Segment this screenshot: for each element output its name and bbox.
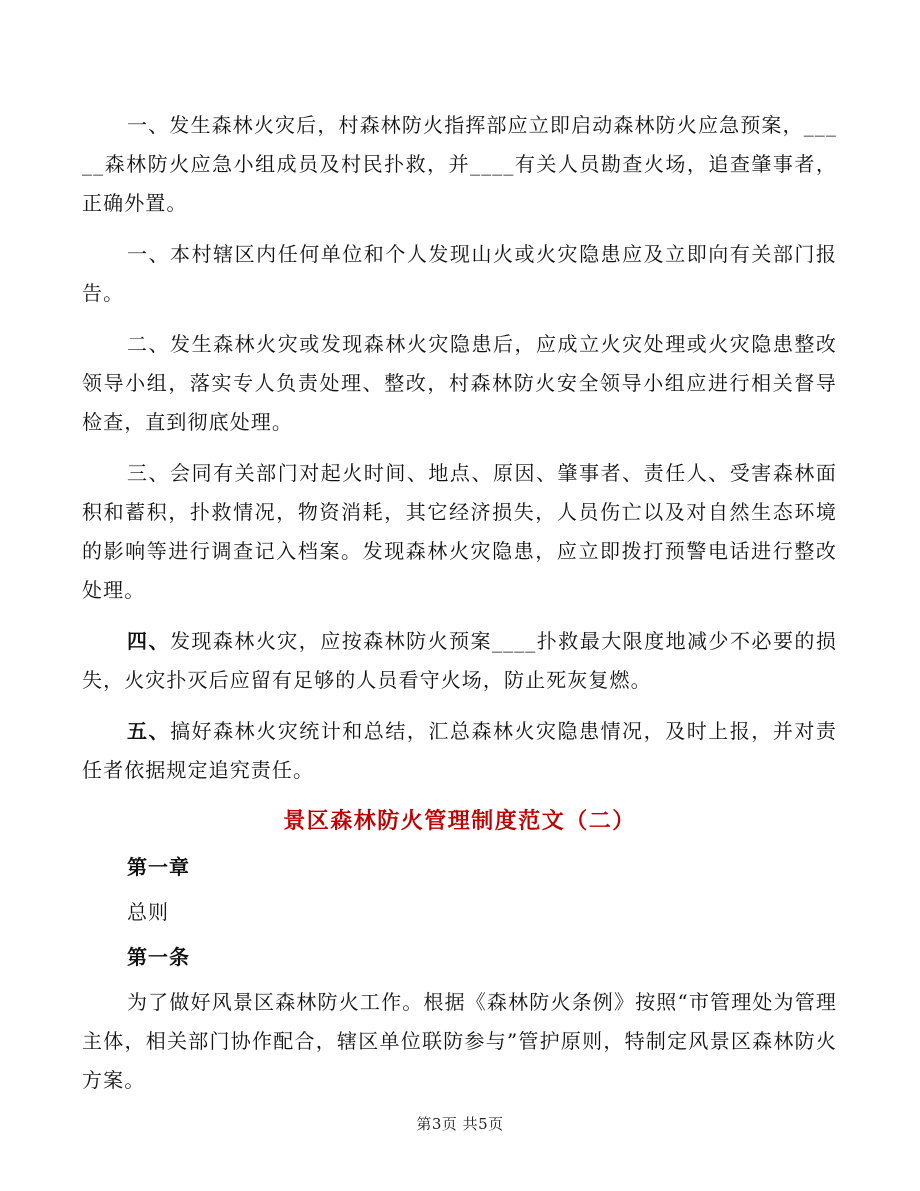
paragraph-investigation (82, 454, 837, 610)
paragraph-text: 一、本村辖区内任何单位和个人发现山火或火灾隐患应及立即向有关部门报告。 (82, 242, 837, 305)
paragraph-lead: 四、 (127, 629, 170, 653)
paragraph-firefighting (82, 622, 837, 700)
paragraph-text: 发现森林火灾，应按森林防火预案____扑救最大限度地减少不必要的损失，火灾扑灭后应留有足够的人员看守火场，防止死灰复燃。 (82, 629, 837, 692)
paragraph-statistics (82, 712, 837, 790)
section-title: 景区森林防火管理制度范文（二） (283, 808, 636, 834)
paragraph-text: 三、会同有关部门对起火时间、地点、原因、肇事者、责任人、受害森林面积和蓄积，扑救情况，物资消耗，其它经济损失，人员伤亡以及对自然生态环境的影响等进行调查记入档案。发现森林火灾隐患，应立即拨打预警电话进行整改处理。 (82, 461, 837, 602)
paragraph-text: 搞好森林火灾统计和总结，汇总森林火灾隐患情况，及时上报，并对责任者依据规定追究责任。 (82, 719, 837, 782)
chapter-subtitle: 总则 (127, 900, 169, 924)
document-body (82, 106, 837, 1100)
article-heading: 第一条 (127, 945, 190, 969)
paragraph-text: 一、发生森林火灾后，村森林防火指挥部应立即启动森林防火应急预案，_____森林防火应急小组成员及村民扑救，并____有关人员勘查火场，追查肇事者，正确外置。 (82, 113, 837, 215)
chapter-heading: 第一章 (127, 855, 190, 879)
paragraph-rectification-group (82, 325, 837, 442)
paragraph-text: 二、发生森林火灾或发现森林火灾隐患后，应成立火灾处理或火灾隐患整改领导小组，落实专人负责处理、整改，村森林防火安全领导小组应进行相关督导检查，直到彻底处理。 (82, 332, 837, 434)
paragraph-lead: 五、 (127, 719, 171, 743)
article-paragraph: 为了做好风景区森林防火工作。根据《森林防火条例》按照“市管理处为管理主体，相关部门协作配合，辖区单位联防参与”管护原则，特制定风景区森林防火方案。 (82, 990, 837, 1092)
paragraph-report-hazard (82, 235, 837, 313)
page-footer: 第3页 共5页 (416, 1115, 504, 1133)
paragraph-emergency-response (82, 106, 837, 223)
